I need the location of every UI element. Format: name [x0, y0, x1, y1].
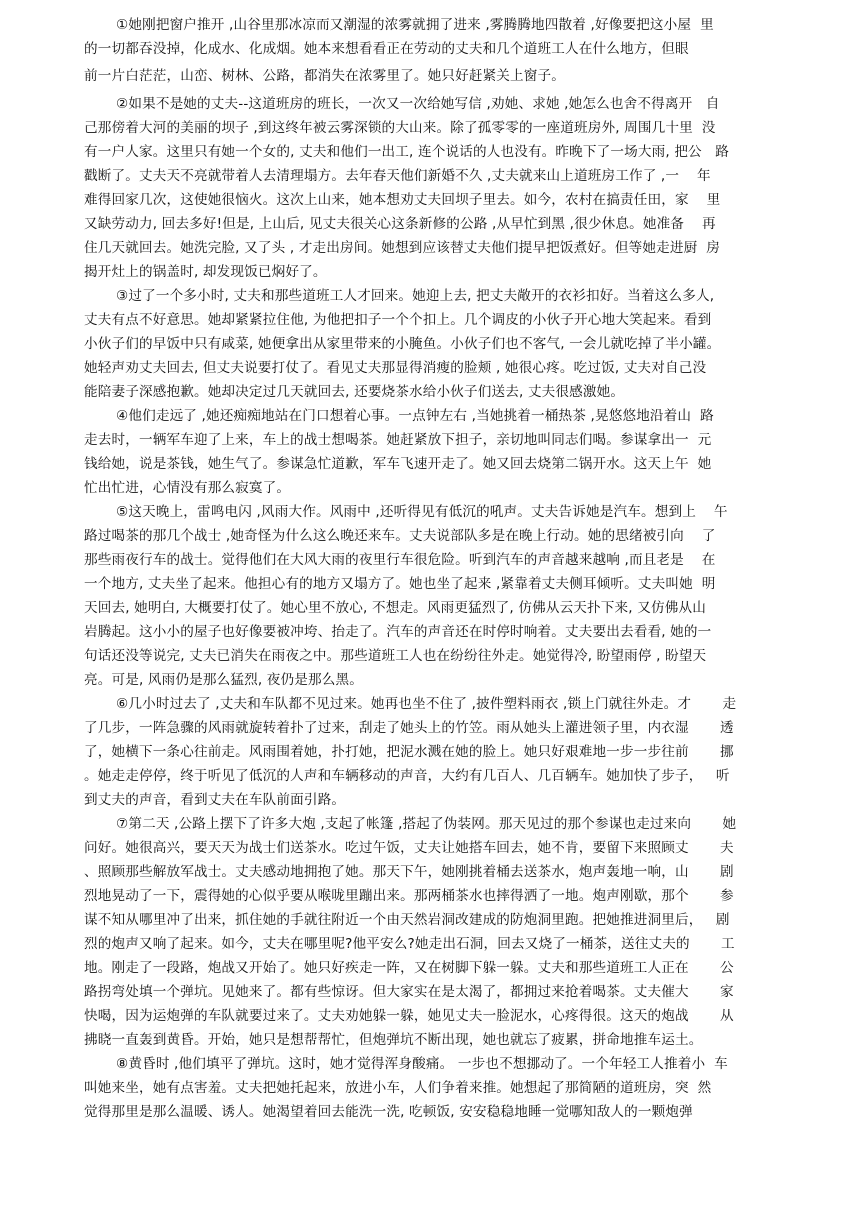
paragraph-3-line: 丈夫有点不好意思。她却紧紧拉住他, 为他把扣子一个个扣上。几个调皮的小伙子开心地大笑起来。看到 [84, 312, 712, 328]
paragraph-3-line: ③过了一个多小时, 丈夫和那些道班工人才回来。她迎上去, 把丈夫敞开的衣衫扣好。当着这么多人, [116, 288, 715, 304]
paragraph-2-line: 有一户人家。这里只有她一个女的, 丈夫和他们一出工, 连个说话的人也没有。昨晚下了一场大雨, 把公 路 [84, 144, 729, 160]
paragraph-7-line: ⑦第二天 ,公路上摆下了许多大炮 ,支起了帐篷 ,搭起了伪装网。那天见过的那个参谋也走过来向 她 [116, 816, 737, 832]
paragraph-7-line: 、照顾那些解放军战士。丈夫感动地拥抱了她。那天下午，她刚挑着桶去送茶水，炮声轰地一响，山 剧 [84, 864, 734, 880]
paragraph-4-line: 走去时，一辆军车迎了上来，车上的战士想喝茶。她赶紧放下担子，亲切地叫同志们喝。参谋拿出一 元 [84, 432, 712, 448]
paragraph-8-line: 觉得那里是那么温暖、诱人。她渴望着回去能洗一洗, 吃顿饭, 安安稳稳地睡一觉哪知敌人的一颗炮弹 [84, 1104, 693, 1120]
paragraph-2-line: ②如果不是她的丈夫--这道班房的班长，一次又一次给她写信 ,劝她、求她 ,她怎么也舍不得离开 自 [116, 96, 720, 112]
paragraph-7-line: 路拐弯处填一个弹坑。见她来了。都有些惊讶。但大家实在是太渴了，都拥过来抢着喝茶。丈夫催大 家 [84, 984, 734, 1000]
paragraph-3-line: 她轻声劝丈夫回去, 但丈夫说要打仗了。看见丈夫那显得消瘦的脸颊 , 她很心疼。吃过饭, 丈夫对自己没 [84, 360, 707, 376]
paragraph-6-line: 到丈夫的声音，看到丈夫在车队前面引路。 [84, 792, 346, 808]
paragraph-1-line: ①她刚把窗户推开 ,山谷里那冰凉而又潮湿的浓雾就拥了进来 ,雾腾腾地四散着 ,好像要把这小屋 里 [116, 17, 714, 33]
paragraph-3-line: 小伙子们的早饭中只有咸菜, 她便拿出从家里带来的小腌鱼。小伙子们也不客气, 一会儿就吃掉了半小罐。 [84, 336, 721, 352]
paragraph-2-line: 住几天就回去。她洗完脸, 又了头 , 才走出房间。她想到应该替丈夫他们提早把饭煮好。但等她走进厨 房 [84, 240, 721, 256]
paragraph-6-line: 了几步，一阵急骤的风雨就旋转着扑了过来，刮走了她头上的竹笠。雨从她头上灌进领子里，内衣湿 透 [84, 720, 734, 736]
paragraph-7-line: 地。刚走了一段路，炮战又开始了。她只好疾走一阵，又在树脚下躲一躲。丈夫和那些道班工人正在 公 [84, 960, 734, 976]
paragraph-6-line: 。她走走停停，终于听见了低沉的人声和车辆移动的声音，大约有几百人、几百辆车。她加快了步子， 听 [84, 768, 730, 784]
paragraph-3-line: 能陪妻子深感抱歉。她却决定过几天就回去, 还要烧茶水给小伙子们送去, 丈夫很感激她。 [84, 384, 625, 400]
paragraph-5-line: 亮。可是, 风雨仍是那么猛烈, 夜仍是那么黑。 [84, 672, 364, 688]
paragraph-7-line: 快喝，因为运炮弹的车队就要过来了。丈夫劝她躲一躲，她见丈夫一脸泥水，心疼得很。这天的炮战 从 [84, 1008, 734, 1024]
paragraph-6-line: 了，她横下一条心往前走。风雨围着她，扑打她，把泥水溅在她的脸上。她只好艰难地一步一步往前 挪 [84, 744, 734, 760]
paragraph-7-line: 问好。她很高兴，要天天为战士们送茶水。吃过午饭，丈夫让她搭车回去，她不肯，要留下来照顾丈 夫 [84, 840, 734, 856]
paragraph-7-line: 拂晓一直轰到黄昏。开始，她只是想帮帮忙，但炮弹坑不断出现，她也就忘了疲累，拼命地推车运土。 [84, 1032, 703, 1048]
paragraph-4-line: 钱给她，说是茶钱，她生气了。参谋急忙道歉，军车飞速开走了。她又回去烧第二锅开水。这天上午 她 [84, 456, 712, 472]
paragraph-5-line: 一个地方, 丈夫坐了起来。他担心有的地方又塌方了。她也坐了起来 ,紧靠着丈夫侧耳倾听。丈夫叫她 明 [84, 576, 716, 592]
paragraph-2-line: 己那傍着大河的美丽的坝子 ,到这终年被云雾深锁的大山来。除了孤零零的一座道班房外, 周围几十里 没 [84, 120, 716, 136]
paragraph-5-line: 那些雨夜行车的战士。觉得他们在大风大雨的夜里行车很危险。听到汽车的声音越来越响 ,而且老是 在 [84, 552, 716, 568]
paragraph-7-line: 烈地晃动了一下，震得她的心似乎要从喉咙里蹦出来。那两桶茶水也摔得洒了一地。炮声刚歇，那个 参 [84, 888, 734, 904]
paragraph-7-line: 烈的炮声又响了起来。如今，丈夫在哪里呢?他平安么?她走出石洞，回去又烧了一桶茶，送往丈夫的 工 [84, 936, 735, 952]
paragraph-2-line: 难得回家几次，这使她很恼火。这次上山来，她本想劝丈夫回坝子里去。如今，农村在搞责任田，家 里 [84, 192, 721, 208]
paragraph-6-line: ⑥几小时过去了 ,丈夫和车队都不见过来。她再也坐不住了 ,披件塑料雨衣 ,锁上门就往外走。才 走 [116, 696, 737, 712]
paragraph-2-line: 戳断了。丈夫天不亮就带着人去清理塌方。去年春天他们新婚不久 ,丈夫就来山上道班房工作了 ,一 年 [84, 168, 711, 184]
paragraph-4-line: ④他们走远了 ,她还痴痴地站在门口想着心事。一点钟左右 ,当她挑着一桶热茶 ,晃悠悠地沿着山 路 [116, 408, 714, 424]
paragraph-5-line: 岩腾起。这小小的屋子也好像要被冲垮、抬走了。汽车的声音还在时停时响着。丈夫要出去看看, 她的一 [84, 624, 712, 640]
paragraph-5-line: ⑤这天晚上，雷鸣电闪 ,风雨大作。风雨中 ,还听得见有低沉的吼声。丈夫告诉她是汽车。想到上 午 [116, 504, 728, 520]
paragraph-8-line: 叫她来坐，她有点害羞。丈夫把她托起来，放进小车，人们争着来推。她想起了那简陋的道班房，突 然 [84, 1080, 712, 1096]
paragraph-4-line: 忙出忙进，心情没有那么寂寞了。 [84, 480, 291, 496]
paragraph-5-line: 句话还没等说完, 丈夫已消失在雨夜之中。那些道班工人也在纷纷往外走。她觉得冷, 盼望雨停 , 盼望天 [84, 648, 707, 664]
paragraph-5-line: 路过喝茶的那几个战士 ,她奇怪为什么这么晚还来车。丈夫说部队多是在晚上行动。她的思绪被引向 了 [84, 528, 716, 544]
paragraph-1-line: 的一切都吞没掉，化成水、化成烟。她本来想看看正在劳动的丈夫和几个道班工人在什么地方，但眼 [84, 41, 689, 57]
paragraph-2-line: 揭开灶上的锅盖时, 却发现饭已焖好了。 [84, 264, 327, 280]
paragraph-8-line: ⑧黄昏时 ,他们填平了弹坑。这时，她才觉得浑身酸痛。 一步也不想挪动了。一个年轻工人推着小 车 [116, 1056, 728, 1072]
paragraph-1-line: 前一片白茫茫，山峦、树林、公路，都消失在浓雾里了。她只好赶紧关上窗子。 [84, 68, 566, 84]
paragraph-7-line: 谋不知从哪里冲了出来，抓住她的手就往附近一个由天然岩洞改建成的防炮洞里跑。把她推进洞里后， 剧 [84, 912, 730, 928]
paragraph-5-line: 天回去, 她明白, 大概要打仗了。她心里不放心, 不想走。风雨更猛烈了, 仿佛从云天扑下来, 又仿佛从山 [84, 600, 706, 616]
paragraph-2-line: 又缺劳动力, 回去多好!但是, 上山后, 见丈夫很关心这条新修的公路 ,从早忙到黑 ,很少休息。她准备 再 [84, 216, 716, 232]
